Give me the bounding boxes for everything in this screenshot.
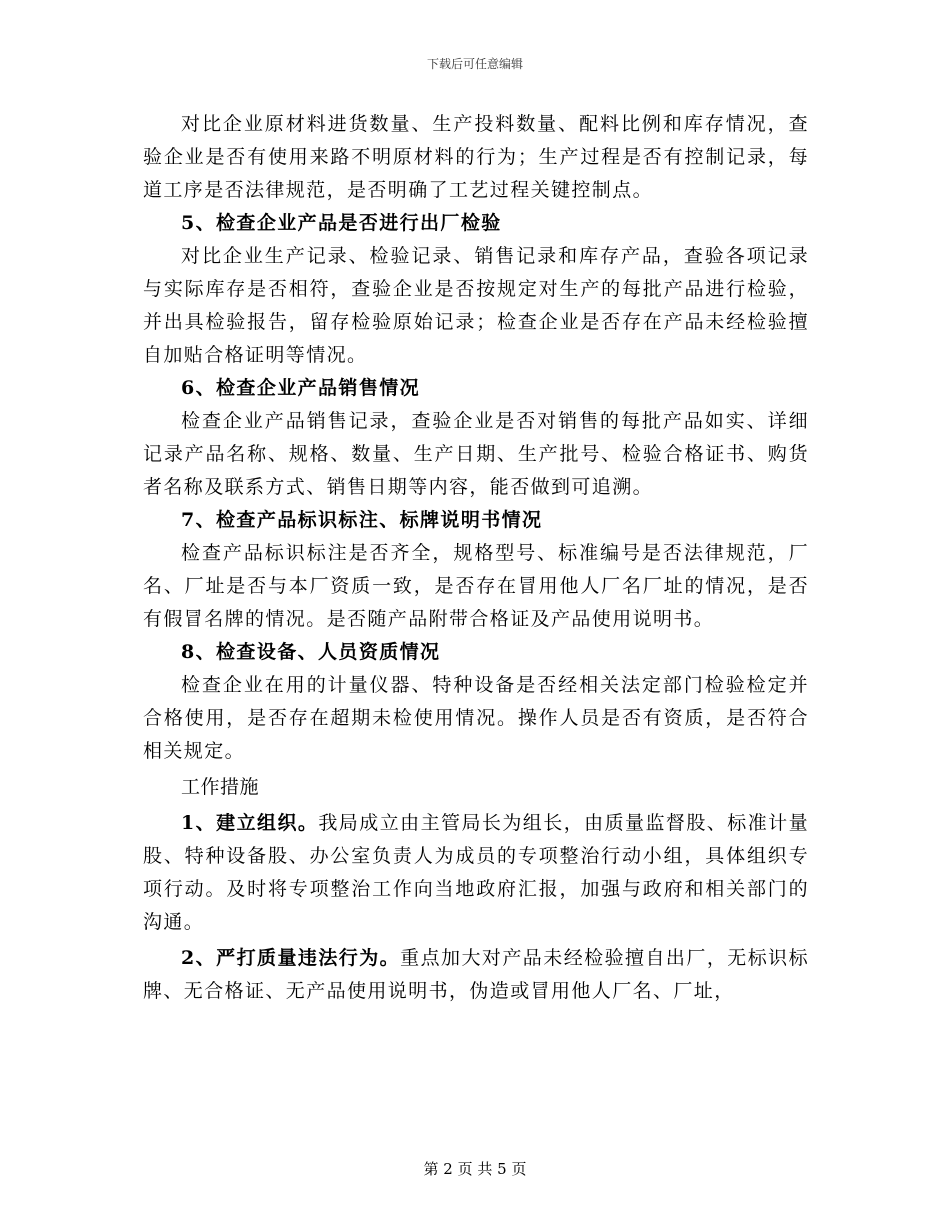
paragraph: 对比企业原材料进货数量、生产投料数量、配料比例和库存情况，查验企业是否有使用来路不明原材料的行为；生产过程是否有控制记录，每道工序是否法律规范，是否明确了工艺过程关键控制点。 bbox=[143, 113, 809, 201]
section-title: 检查产品标识标注、标牌说明书情况 bbox=[216, 509, 543, 531]
page-footer: 第 2 页 共 5 页 bbox=[423, 1160, 527, 1178]
section-number: 6、 bbox=[181, 377, 217, 399]
section-title: 检查企业产品是否进行出厂检验 bbox=[216, 212, 502, 234]
measure-text: 重点加大对产品未经检验擅自出厂，无标识标牌、无合格证、无产品使用说明书，伪造或冒用他人厂名、厂址， bbox=[143, 947, 809, 1002]
paragraph: 检查企业在用的计量仪器、特种设备是否经相关法定部门检验检定并合格使用，是否存在超期未检使用情况。操作人员是否有资质，是否符合相关规定。 bbox=[143, 674, 809, 762]
measure-paragraph bbox=[143, 807, 809, 939]
section-number: 5、 bbox=[181, 212, 217, 234]
paragraph: 检查产品标识标注是否齐全，规格型号、标准编号是否法律规范，厂名、厂址是否与本厂资质一致，是否存在冒用他人厂名厂址的情况，是否有假冒名牌的情况。是否随产品附带合格证及产品使用说明书。 bbox=[143, 542, 809, 630]
section-heading bbox=[143, 372, 809, 405]
page-header: 下载后可任意编辑 bbox=[426, 57, 523, 71]
document-body bbox=[143, 108, 809, 1008]
measure-title: 建立组织。 bbox=[216, 812, 319, 834]
section-heading bbox=[143, 504, 809, 537]
measure-number: 2、 bbox=[181, 947, 217, 969]
paragraph: 检查企业产品销售记录，查验企业是否对销售的每批产品如实、详细记录产品名称、规格、数量、生产日期、生产批号、检验合格证书、购货者名称及联系方式、销售日期等内容，能否做到可追溯。 bbox=[143, 410, 809, 498]
measure-number: 1、 bbox=[181, 812, 217, 834]
section-number: 8、 bbox=[181, 641, 217, 663]
section-heading bbox=[143, 207, 809, 240]
section-title: 检查企业产品销售情况 bbox=[216, 377, 421, 399]
section-label: 工作措施 bbox=[181, 776, 260, 798]
section-number: 7、 bbox=[181, 509, 217, 531]
measure-text: 我局成立由主管局长为组长，由质量监督股、标准计量股、特种设备股、办公室负责人为成员的专项整治行动小组，具体组织专项行动。及时将专项整治工作向当地政府汇报，加强与政府和相关部门的沟通。 bbox=[143, 812, 809, 933]
paragraph: 对比企业生产记录、检验记录、销售记录和库存产品，查验各项记录与实际库存是否相符，查验企业是否按规定对生产的每批产品进行检验，并出具检验报告，留存检验原始记录；检查企业是否存在产品未经检验擅自加贴合格证明等情况。 bbox=[143, 245, 809, 366]
measure-title: 严打质量违法行为。 bbox=[216, 947, 401, 969]
measure-paragraph bbox=[143, 942, 809, 1008]
section-heading bbox=[143, 636, 809, 669]
section-title: 检查设备、人员资质情况 bbox=[216, 641, 441, 663]
